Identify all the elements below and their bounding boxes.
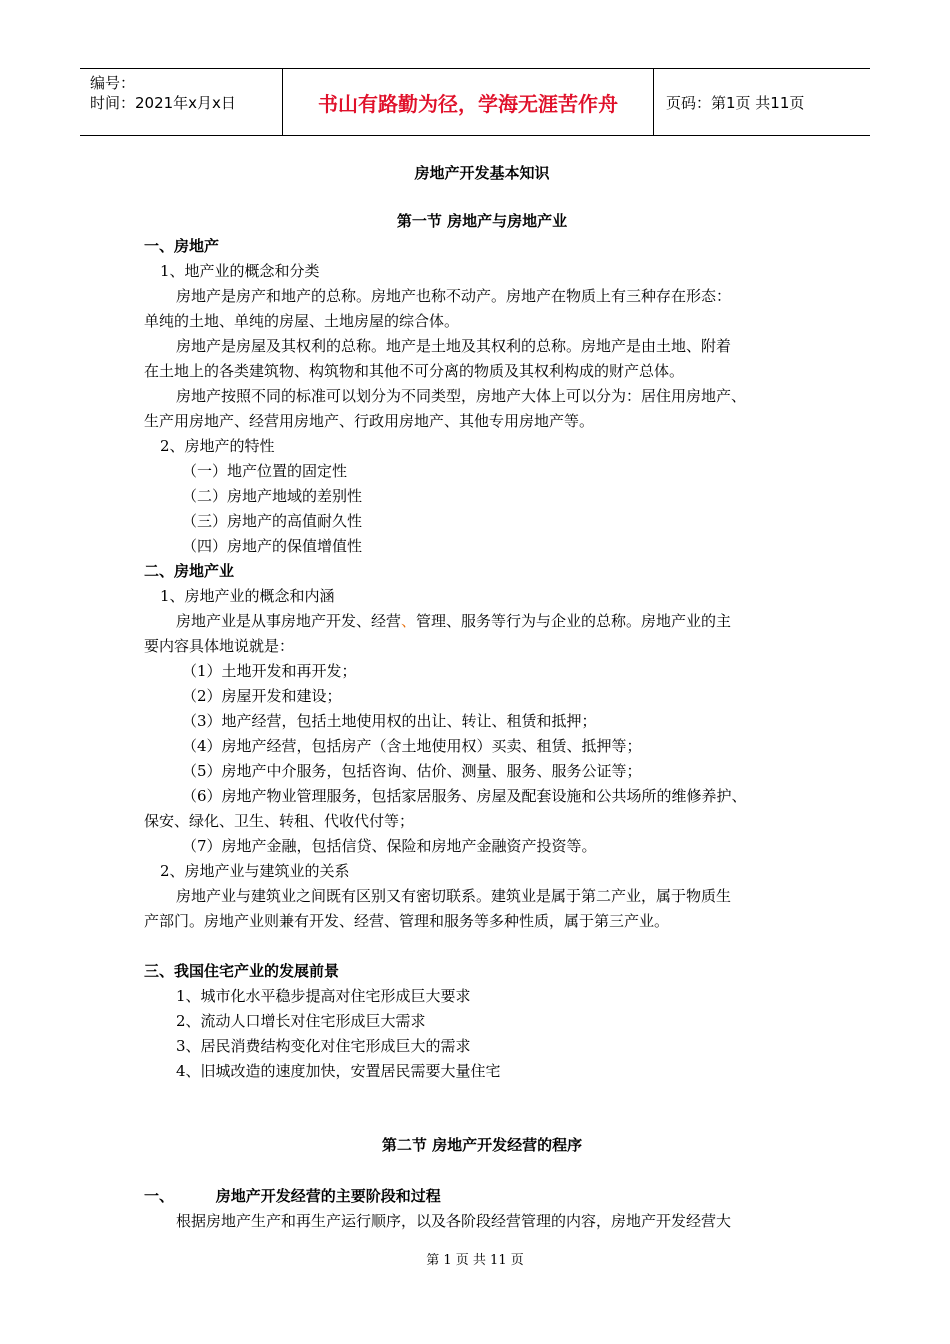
list-item: 3、居民消费结构变化对住宅形成巨大的需求 [176,1037,471,1055]
list-item-continuation: 保安、绿化、卫生、转租、代收代付等； [144,812,415,830]
header-page-cell [654,69,870,135]
paragraph-line: 要内容具体地说就是： [144,637,295,655]
page-info: 页码：第1页 共11页 [666,93,805,112]
paragraph-line: 根据房地产生产和再生产运行顺序，以及各阶段经营管理的内容，房地产开发经营大 [176,1212,732,1230]
subheading-2-1: 1、房地产业的概念和内涵 [160,587,335,605]
subheading-1-1: 1、地产业的概念和分类 [160,262,320,280]
paragraph-line [176,609,731,634]
list-item: （5）房地产中介服务，包括咨询、估价、测量、服务、服务公证等； [182,762,642,780]
list-item: （6）房地产物业管理服务，包括家居服务、房屋及配套设施和公共场所的维修养护、 [182,787,747,805]
page-footer: 第 1 页 共 11 页 [426,1253,524,1268]
list-item: （3）地产经营，包括土地使用权的出让、转让、租赁和抵押； [182,712,597,730]
list-item: 4、旧城改造的速度加快，安置居民需要大量住宅 [176,1062,501,1080]
document-title: 房地产开发基本知识 [414,164,550,182]
list-item: 1、城市化水平稳步提高对住宅形成巨大要求 [176,987,471,1005]
paragraph-line: 生产用房地产、经营用房地产、行政用房地产、其他专用房地产等。 [144,412,595,430]
paragraph-line: 在土地上的各类建筑物、构筑物和其他不可分离的物质及其权利构成的财产总体。 [144,362,685,380]
list-item: （4）房地产经营，包括房产（含土地使用权）买卖、租赁、抵押等； [182,737,642,755]
list-item: （1）土地开发和再开发； [182,662,357,680]
list-item: （四）房地产的保值增值性 [182,537,363,555]
list-item: （一）地产位置的固定性 [182,462,348,480]
list-item: 2、流动人口增长对住宅形成巨大需求 [176,1012,426,1030]
text-run: 管理、服务等行为与企业的总称。房地产业的主 [416,612,732,630]
text-run: 房地产业是从事房地产开发、经营 [176,612,402,630]
list-item: （三）房地产的高值耐久性 [182,512,363,530]
paragraph-line: 房地产是房屋及其权利的总称。地产是土地及其权利的总称。房地产是由土地、附着 [176,337,732,355]
heading-4: 一、 房地产开发经营的主要阶段和过程 [144,1187,441,1205]
heading-1: 一、房地产 [144,237,220,255]
time-label: 时间：2021年x月x日 [90,94,236,112]
text-run-orange: 、 [401,612,417,630]
number-label: 编号： [90,74,136,92]
paragraph-line: 产部门。房地产业则兼有开发、经营、管理和服务等多种性质，属于第三产业。 [144,912,670,930]
heading-3: 三、我国住宅产业的发展前景 [144,962,340,980]
motto-text: 书山有路勤为径，学海无涯苦作舟 [318,91,618,116]
header-motto-cell [282,69,654,135]
header-table [80,68,870,136]
section-heading-2: 第二节 房地产开发经营的程序 [381,1136,583,1154]
paragraph-line: 单纯的土地、单纯的房屋、土地房屋的综合体。 [144,312,460,330]
heading-2: 二、房地产业 [144,562,235,580]
list-item: （7）房地产金融，包括信贷、保险和房地产金融资产投资等。 [182,837,597,855]
subheading-1-2: 2、房地产的特性 [160,437,275,455]
list-item: （2）房屋开发和建设； [182,687,342,705]
paragraph-line: 房地产业与建筑业之间既有区别又有密切联系。建筑业是属于第二产业，属于物质生 [176,887,732,905]
subheading-2-2: 2、房地产业与建筑业的关系 [160,862,350,880]
paragraph-line: 房地产是房产和地产的总称。房地产也称不动产。房地产在物质上有三种存在形态： [176,287,732,305]
list-item: （二）房地产地域的差别性 [182,487,363,505]
paragraph-line: 房地产按照不同的标准可以划分为不同类型，房地产大体上可以分为：居住用房地产、 [176,387,747,405]
header-left-cell [80,69,282,135]
section-heading-1: 第一节 房地产与房地产业 [396,212,568,230]
